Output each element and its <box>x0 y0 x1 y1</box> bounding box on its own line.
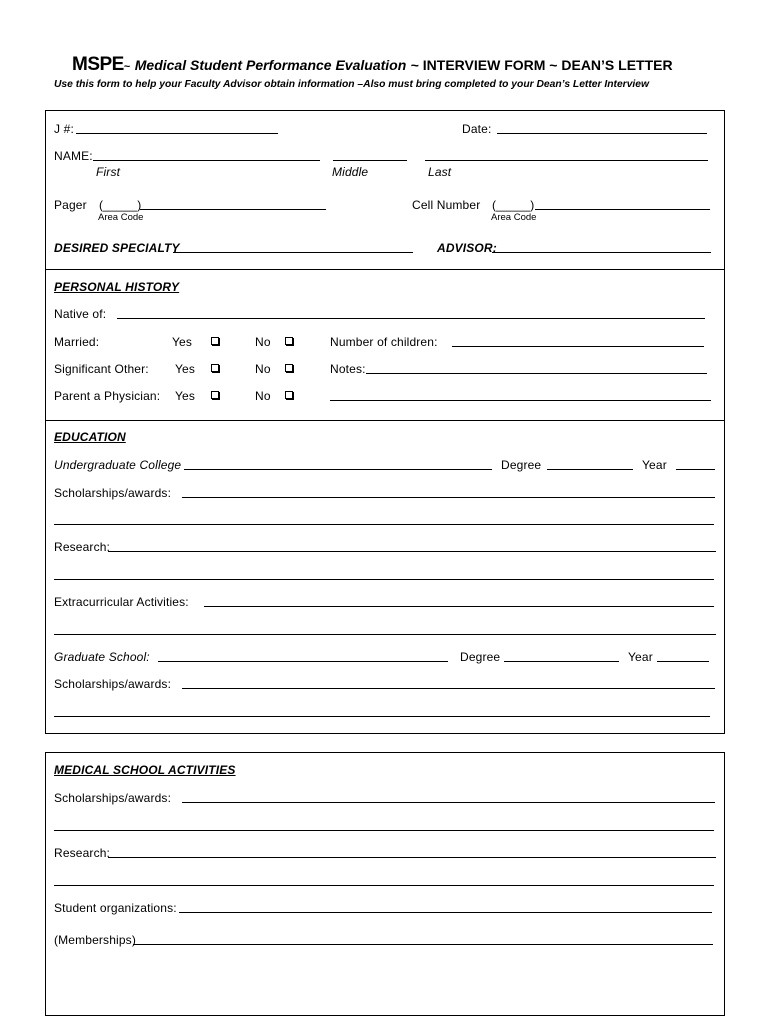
significant-no-checkbox[interactable] <box>285 364 293 372</box>
student-orgs-label: Student organizations: <box>54 901 177 915</box>
specialty-field[interactable] <box>173 252 413 253</box>
parent-no-label: No <box>255 389 271 403</box>
form-subtitle: Use this form to help your Faculty Advisor obtain information –Also must bring completed to your Dean’s Letter Interview <box>54 79 650 90</box>
memberships-label: (Memberships) <box>54 933 136 947</box>
married-yes-label: Yes <box>172 335 193 349</box>
parent-physician-label: Parent a Physician: <box>54 389 161 403</box>
extracurricular-field-2[interactable] <box>54 634 716 635</box>
significant-no-label: No <box>255 362 271 376</box>
notes-field-2[interactable] <box>330 400 711 401</box>
graduate-school-label: Graduate School: <box>54 650 150 664</box>
first-caption: First <box>96 165 121 179</box>
notes-label: Notes: <box>330 362 366 376</box>
research-field[interactable] <box>108 551 716 552</box>
advisor-label: ADVISOR: <box>437 241 497 255</box>
grad-scholarships-field-2[interactable] <box>54 716 710 717</box>
middle-name-field[interactable] <box>333 160 407 161</box>
pager-area-paren: (_____) <box>99 198 142 212</box>
parent-yes-label: Yes <box>175 389 196 403</box>
extracurricular-label: Extracurricular Activities: <box>54 595 189 609</box>
college-field[interactable] <box>184 469 492 470</box>
native-label: Native of: <box>54 307 107 321</box>
scholarships-label: Scholarships/awards: <box>54 486 172 500</box>
pager-field[interactable] <box>140 209 326 210</box>
extracurricular-field[interactable] <box>204 606 714 607</box>
date-label: Date: <box>462 122 492 136</box>
first-name-field[interactable] <box>93 160 320 161</box>
married-yes-checkbox[interactable] <box>211 337 219 345</box>
mspe-label: MSPE <box>72 54 124 75</box>
married-no-checkbox[interactable] <box>285 337 293 345</box>
advisor-field[interactable] <box>492 252 711 253</box>
cell-label: Cell Number <box>412 198 481 212</box>
last-caption: Last <box>428 165 452 179</box>
grad-degree-label: Degree <box>460 650 501 664</box>
name-label: NAME: <box>54 149 93 163</box>
significant-yes-checkbox[interactable] <box>211 364 219 372</box>
degree-field[interactable] <box>547 469 633 470</box>
cell-field[interactable] <box>535 209 710 210</box>
med-scholarships-label: Scholarships/awards: <box>54 791 172 805</box>
research-label: Research: <box>54 540 111 554</box>
cell-area-caption: Area Code <box>491 212 537 223</box>
scholarships-field[interactable] <box>182 497 715 498</box>
scholarships-field-2[interactable] <box>54 524 714 525</box>
children-field[interactable] <box>452 346 704 347</box>
med-research-label: Research: <box>54 846 111 860</box>
med-research-field-2[interactable] <box>54 885 714 886</box>
education-heading: EDUCATION <box>54 430 126 444</box>
pager-area-caption: Area Code <box>98 212 144 223</box>
year-label: Year <box>642 458 667 472</box>
cell-area-paren: (_____) <box>492 198 535 212</box>
native-field[interactable] <box>117 318 705 319</box>
married-no-label: No <box>255 335 271 349</box>
j-number-field[interactable] <box>76 133 278 134</box>
parent-no-checkbox[interactable] <box>285 391 293 399</box>
student-orgs-field[interactable] <box>179 912 712 913</box>
med-scholarships-field-2[interactable] <box>54 830 714 831</box>
graduate-school-field[interactable] <box>158 661 448 662</box>
college-label: Undergraduate College <box>54 458 182 472</box>
j-number-label: J #: <box>54 122 74 136</box>
grad-year-label: Year <box>628 650 653 664</box>
significant-yes-label: Yes <box>175 362 196 376</box>
grad-scholarships-field[interactable] <box>182 688 715 689</box>
pager-label: Pager <box>54 198 87 212</box>
personal-history-heading: PERSONAL HISTORY <box>54 280 180 294</box>
last-name-field[interactable] <box>425 160 708 161</box>
middle-caption: Middle <box>332 165 369 179</box>
parent-yes-checkbox[interactable] <box>211 391 219 399</box>
med-research-field[interactable] <box>108 857 716 858</box>
medical-activities-heading: MEDICAL SCHOOL ACTIVITIES <box>54 763 236 777</box>
grad-scholarships-label: Scholarships/awards: <box>54 677 172 691</box>
degree-label: Degree <box>501 458 542 472</box>
date-field[interactable] <box>497 133 707 134</box>
children-label: Number of children: <box>330 335 438 349</box>
form-title <box>72 54 673 76</box>
grad-year-field[interactable] <box>657 661 709 662</box>
med-scholarships-field[interactable] <box>182 802 715 803</box>
title-italic: Medical Student Performance Evaluation <box>134 57 407 73</box>
research-field-2[interactable] <box>54 579 714 580</box>
married-label: Married: <box>54 335 100 349</box>
title-separator: ~ <box>123 61 131 73</box>
grad-degree-field[interactable] <box>504 661 619 662</box>
title-rest: ~ INTERVIEW FORM ~ DEAN’S LETTER <box>410 57 673 73</box>
significant-other-label: Significant Other: <box>54 362 149 376</box>
specialty-label: DESIRED SPECIALTY <box>54 241 180 255</box>
notes-field[interactable] <box>366 373 707 374</box>
memberships-field[interactable] <box>133 944 713 945</box>
year-field[interactable] <box>676 469 715 470</box>
